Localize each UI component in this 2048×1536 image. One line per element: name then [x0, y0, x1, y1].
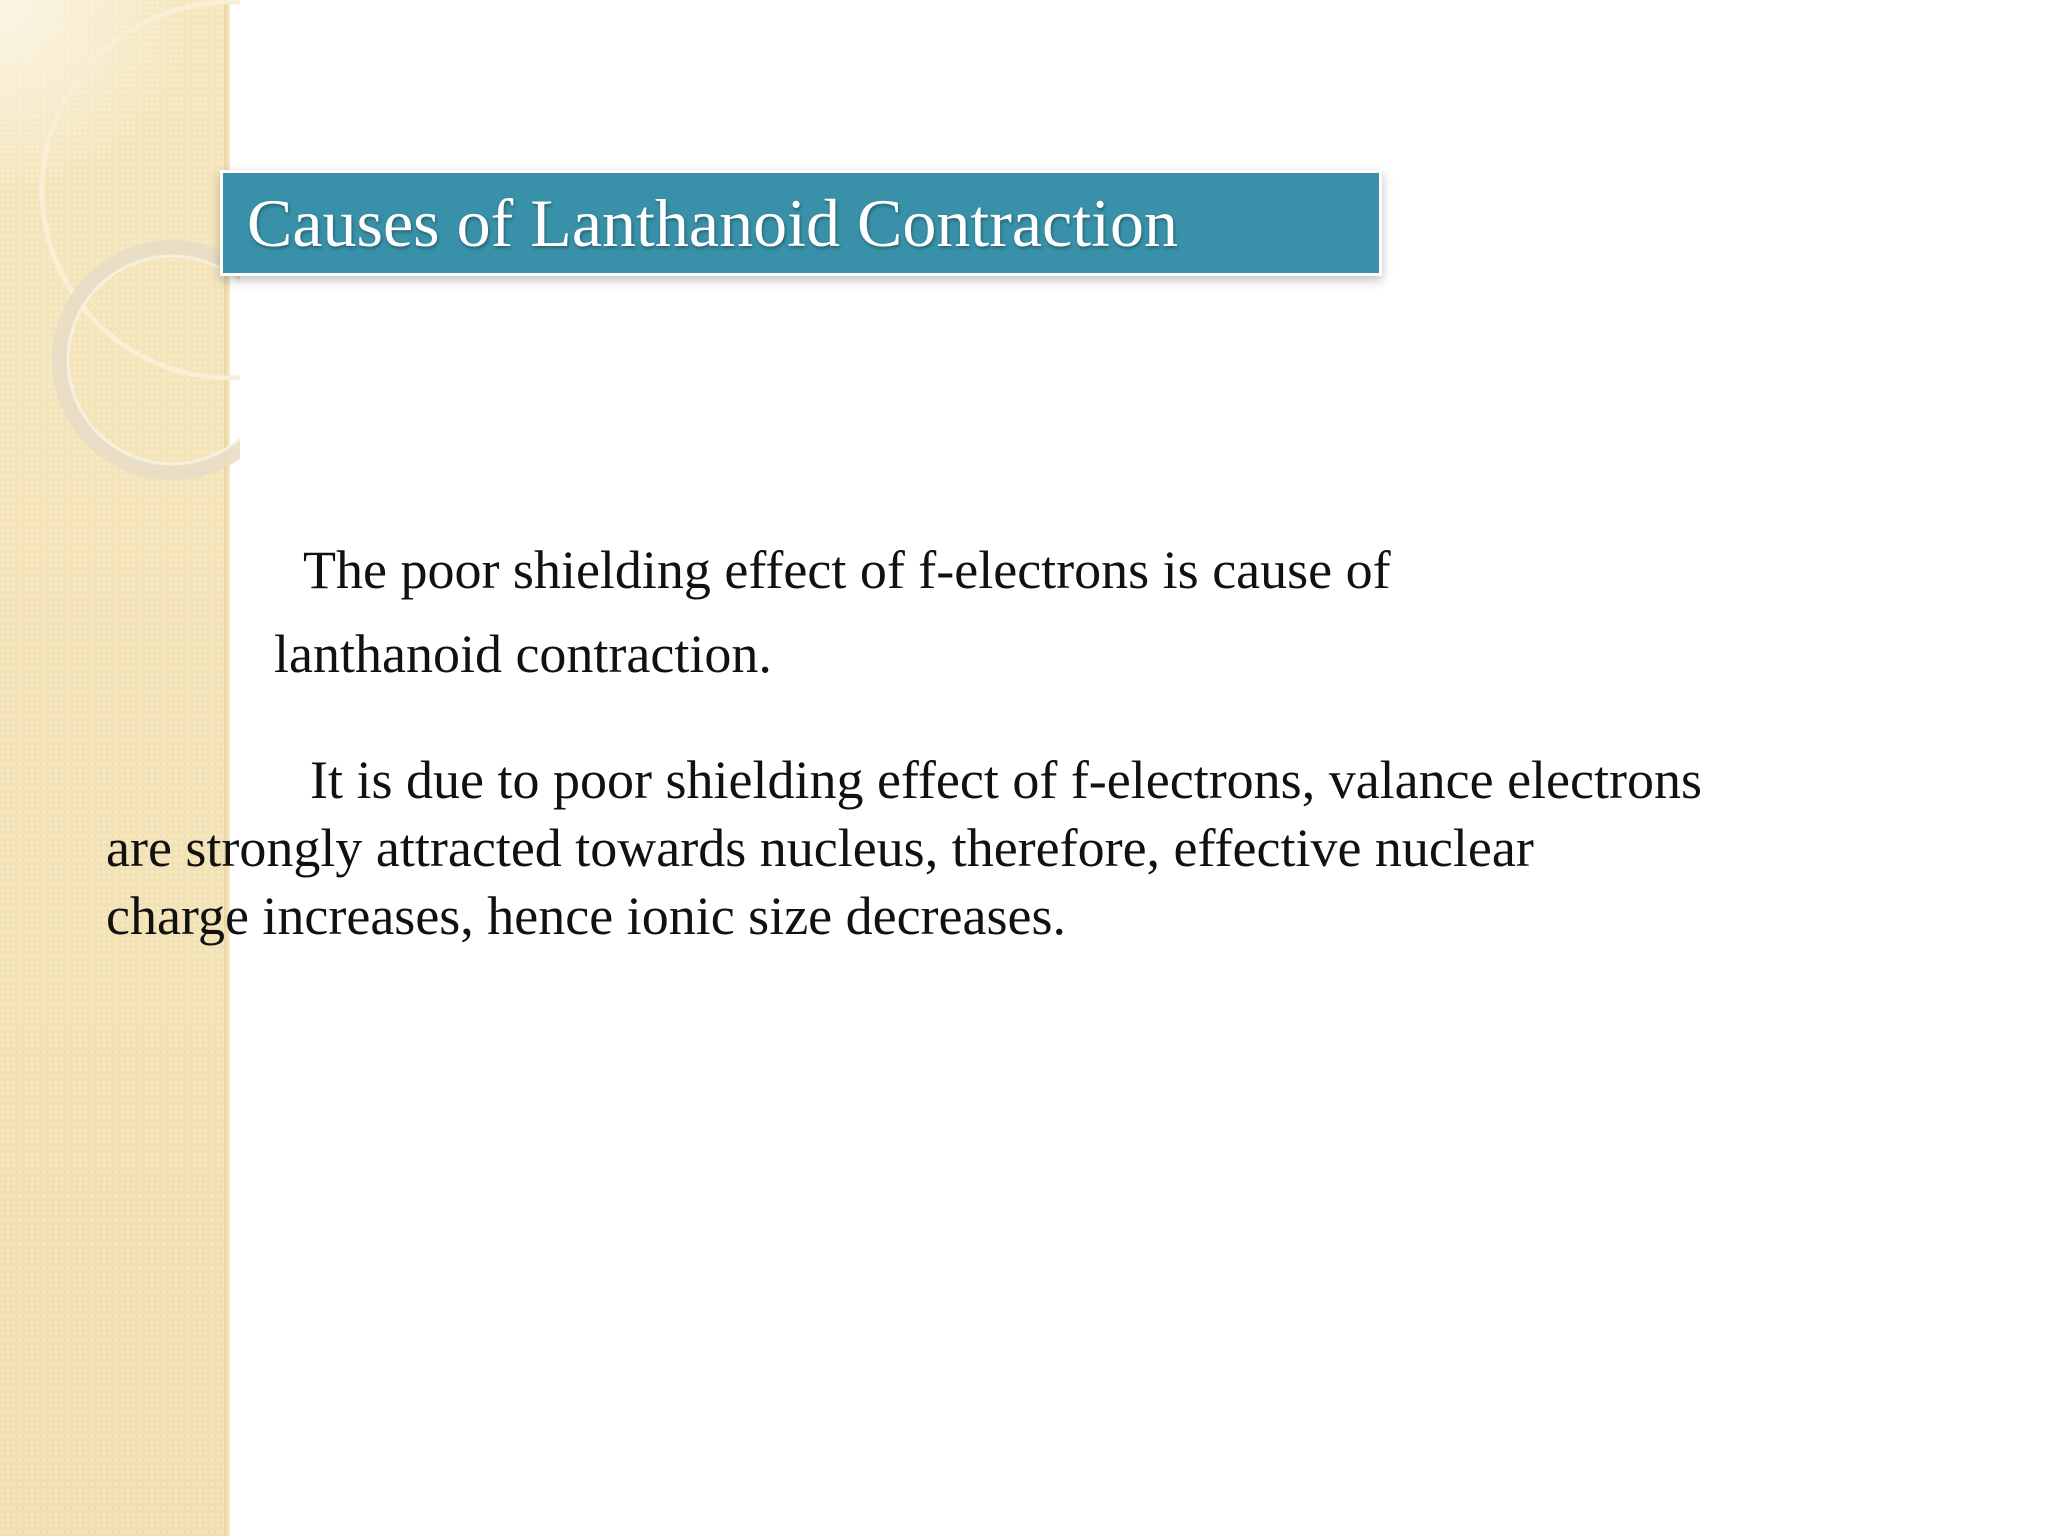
- paragraph1-line2: lanthanoid contraction.: [274, 624, 772, 684]
- paragraph1-line1: The poor shielding effect of f-electrons is cause of: [303, 540, 1391, 600]
- paragraph2-line3: charge increases, hence ionic size decreases.: [106, 886, 1066, 946]
- slide-title: Causes of Lanthanoid Contraction: [247, 185, 1179, 261]
- title-banner: [220, 170, 1382, 276]
- decorative-rings: [0, 0, 240, 520]
- paragraph2-line2: are strongly attracted towards nucleus, therefore, effective nuclear: [106, 818, 1534, 878]
- paragraph2-line1: It is due to poor shielding effect of f-electrons, valance electrons: [310, 750, 1702, 810]
